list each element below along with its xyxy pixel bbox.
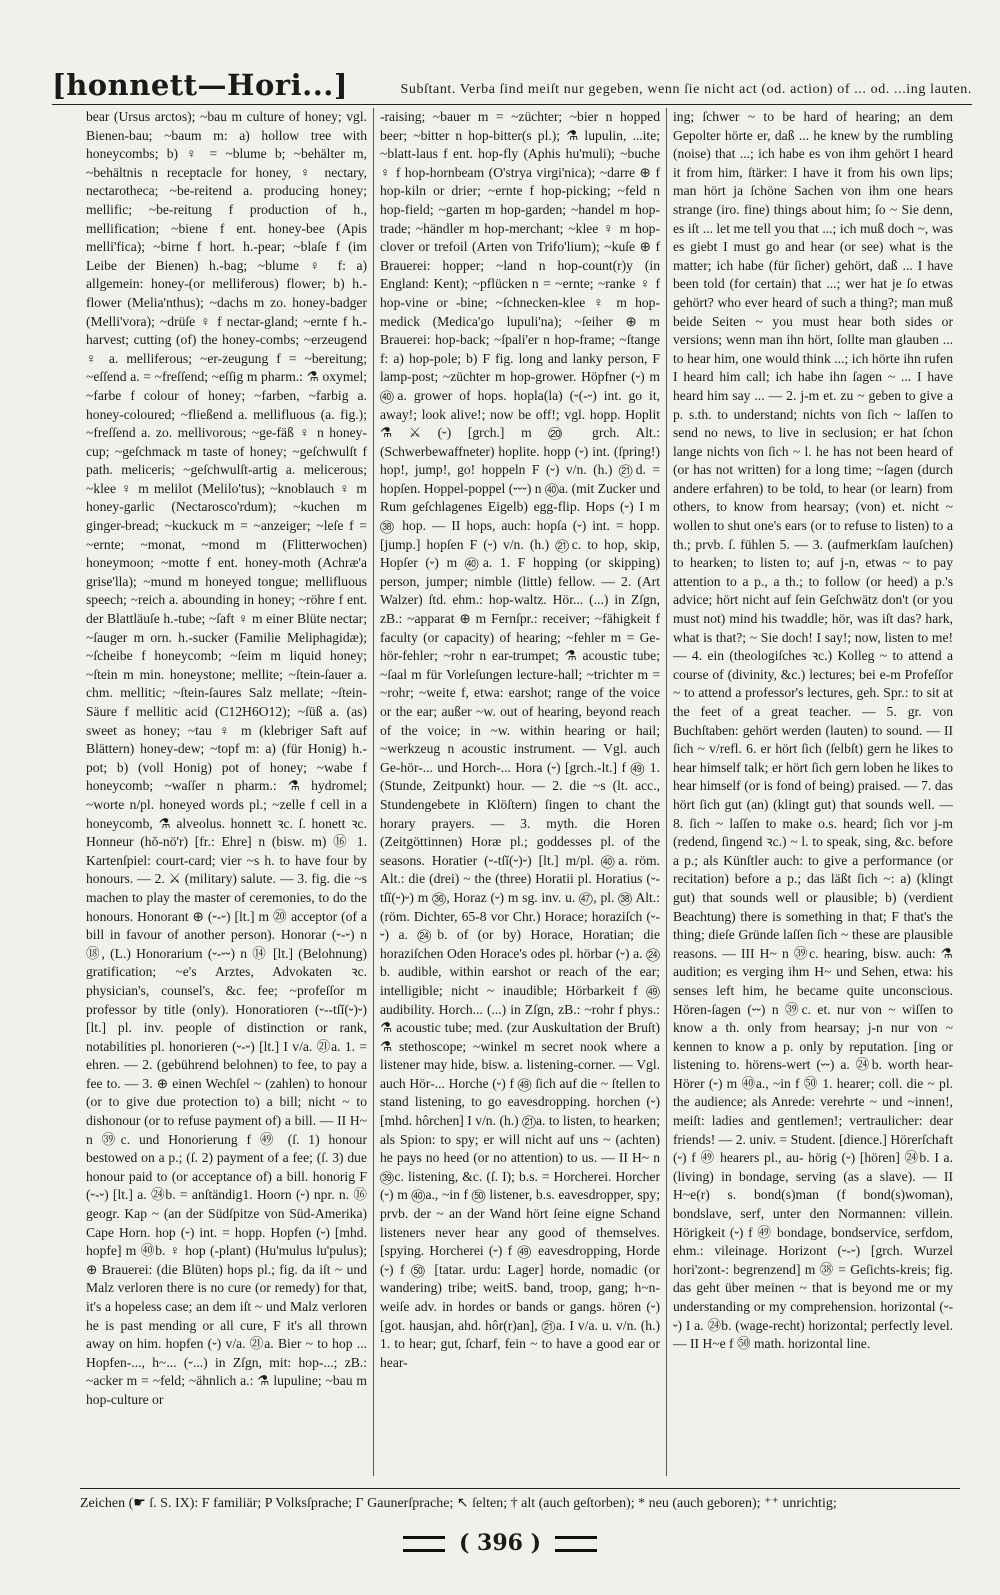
- column-left: [80, 108, 373, 1476]
- headword-range: [honnett—Hori...]: [52, 68, 349, 102]
- page-number-block: [0, 1530, 1000, 1556]
- ornament-bars-icon: [555, 1536, 597, 1552]
- header-note: Subſtant. Verba ſind meiſt nur gegeben, wenn ſie nicht act (od. action) of ... od. ...ing lauten.: [400, 82, 972, 97]
- column-text: ing; ſchwer ~ to be hard of hearing; an dem Gepolter hörte er, daß ... he knew by the rumbling (noise) that ...; ich habe es von ihm gehört I heard it from him, ſtärker: I have it from his own lips; man hört ja ſchöne Sachen von ihm one hears strange (iro. fine) things about him; ſo ~ Sie denn, es iſt ... let me tell you that ...; ich muß doch ~, was es giebt I must go and hear (or see) what is the matter; ich habe (für ſicher) gehört, daß ... I have been told (for certain) that ...; wer hat je ſo etwas gehört? who ever heard of such a thing?; man muß beide Seiten ~ you must hear both sides or versions; wenn man ihn hört, ſollte man glauben ... to hear him, one would think ...; ich hörte ihn rufen I heard him call; ich habe ihn ſagen ~ ... I have heard him say ... — 2. j-m et. zu ~ geben to give a p. s.th. to understand; nichts von ſich ~ laſſen to send no news, to live in seclusion; er hat ſchon lange nichts von ſich ~ l. he has not been heard of (or has not written) for a long time; ~ſagen (durch andere erfahren) to be told, to hear (or learn) from others, to know from hearsay; (von) et. nicht ~ wollen to shut one's ears (or to refuse to listen) to a th.; prvb. ſ. fühlen 5. — 3. (aufmerkſam lauſchen) to hearken; to listen to; auf j-n, etwas ~ to pay attention to a p., a th.; to follow (or heed) a p.'s advice; hört nicht auf ſein Geſchwätz don't (or you must not) mind his twaddle; hör, was iſt das? hark, what is that?; ~ Sie doch! I say!; now, listen to me! — 4. ein (theologiſches ꝛc.) Kolleg ~ to attend a course of (divinity, &c.) lectures; bei e-m Profeſſor ~ to attend a professor's lectures, geh. Spr.: to sit at the feet of a great teacher. — 5. gr. von Buchſtaben: gehört werden (lauten) to sound. — II ſich ~ v/refl. 6. er hört ſich (ſelbſt) gern he likes to hear himself talk; er hört ſich gern loben he likes to hear himself (or is fond of being) praised. — 7. das hört ſich gut (an) (klingt gut) that sounds well. — 8. ſich ~ laſſen to make o.s. heard; ſich vor j-m (redend, ſingend ꝛc.) ~ l. to speak, sing, &c. before a p.; als Künſtler auch: to give a performance (or recitation) before a p.; das läßt ſich ~: a) (klingt gut) that sounds well or plausible; b) (verdient Beachtung) there is something in that; F that's the thing; dieſe Gründe laſſen ſich ~ these are plausible reasons. — III H~ n ㊴c. hearing, bisw. auch: ⚗ audition; es verging ihm H~ und Sehen, etwa: his senses left him, he became quite unconscious. Hören-ſagen (⏑⏑) n ㊴c. et. nur von ~ wiſſen to know a th. only from hearsay; j-n nur von ~ kennen to know a p. only by reputation. [ing or listening to. hörens-wert (⏑⏑) a. ㉔b. worth hear- Hörer (⏑) m ㊵a., ~in f ㊿ 1. hearer; coll. die ~ pl. the audience; als Anrede: verehrte ~ und ~innen!, meiſt: ladies and gentlemen!; vertraulicher: dear friends! — 2. univ. = Student. [dience.] Hörerſchaft (⏑) f ㊾ hearers pl., au- hörig (⏑) [hören] ㉔b. I a. (living) in bondage, serving (as a slave). — II H~e(r) s. bond(s)man (f bond(s)woman), bondslave, serf, unter den Normannen: villein. Hörigkeit (⏑) f ㊾ bondage, bondservice, serfdom, ehm.: vileinage. Horizont (⏑-⏑) [grch. Wurzel hori'zont-: begrenzend] m ㊳ = Geſichts-kreis; fig. das geht über meinen ~ that is beyond me or my understanding or my comprehension. horizontal (⏑-⏑) I a. ㉔b. (wage-recht) horizontal; perfectly level. — II H~e f ㊿ math. horizontal line.: [673, 109, 953, 1352]
- column-right: [666, 108, 959, 1476]
- column-text: -raising; ~bauer m = ~züchter; ~bier n hopped beer; ~bitter n hop-bitter(s pl.); ⚗ lupulin, ...ite; ~blatt-laus f ent. hop-fly (Aphis hu'muli); ~buche ♀ f hop-hornbeam (O'strya virgi'nica); ~darre ⊕ f hop-kiln or drier; ~ernte f hop-picking; ~feld n hop-field; ~garten m hop-garden; ~handel m hop-trade; ~händler m hop-merchant; ~klee ♀ m hop-clover or trefoil (Arten von Trifo'lium); ~kuſe ⊕ f Brauerei: hopper; ~land n hop-count(r)y (in England: Kent); ~pflücken n = ~ernte; ~ranke ♀ f hop-vine or -bine; ~ſchnecken-klee ♀ m hop-medick (Medica'go lupuli'na); ~ſeiher ⊕ m Brauerei: hop-back; ~ſpali'er n hop-frame; ~ſtange f: a) hop-pole; b) F fig. long and lanky person, F lamp-post; ~züchter m hop-grower. Höpfner (⏑) m ㊵a. grower of hops. hopla(la) (⏑(-⏑) int. go it, away!; look alive!; now be off!; vgl. hopp. Hoplit ⚗ ⚔ (⏑) [grch.] m ⑳ grch. Alt.: (Schwerbewaffneter) hoplite. hopp (⏑) int. (ſpring!) hop!, jump!, go! hoppeln F (⏑) v/n. (h.) ㉑d. = hopſen. Hoppel-poppel (⏑⏑⏑) n ㊵a. (mit Zucker und Rum geſchlagenes Eigelb) egg-flip. Hops (⏑) I m ㊳ hop. — II hops, auch: hopſa (⏑) int. = hopp. [jump.] hopſen F (⏑) v/n. (h.) ㉑c. to hop, skip, Hopſer (⏑) m ㊵a. 1. F hopping (or skipping) person, jumper; nimble (little) fellow. — 2. (Art Walzer) ſtd. ehm.: hop-waltz. Hör... (...) in Zſgn, zB.: ~apparat ⊕ m Fernſpr.: receiver; ~fähigkeit f faculty (or capacity) of hearing; ~fehler m = Ge-hör-fehler; ~rohr n ear-trumpet; ⚗ acoustic tube; ~ſaal m für Vorleſungen lecture-hall; ~trichter m = ~rohr; ~weite f, etwa: earshot; range of the voice or the ear; außer ~w. out of hearing, beyond reach of the voice; in ~w. within hearing or hail; ~werkzeug n acoustic instrument. — Vgl. auch Ge-hör-... und Horch-... Hora (⏑) [grch.-lt.] f ㊾ 1. (Stunde, Zeitpunkt) hour. — 2. die ~s (lt. acc., Stundengebete in Klöſtern) ſingen to chant the horary prayers. — 3. myth. die Horen (Zeitgöttinnen) Horæ pl.; goddesses pl. of the seasons. Horatier (⏑-tſĭ(⏑)⏑) [lt.] m/pl. ㊵a. röm. Alt.: die (drei) ~ the (three) Horatii pl. Horatius (⏑-tſĭ(⏑)⏑) m ㊱, Horaz (⏑) m sg. inv. u. ㊼, pl. ㊳ Alt.: (röm. Dichter, 65-8 vor Chr.) Horace; horaziſch (⏑-⏑) a. ㉔b. of (or by) Horace, Horatian; die horaziſchen Oden Horace's odes pl. hörbar (⏑) a. ㉔b. audible, within earshot or reach of the ear; intelligible; nicht ~ inaudible; Hörbarkeit f ㊾ audibility. Horch... (...) in Zſgn, zB.: ~rohr f phys.: ⚗ acoustic tube; med. (zur Auskultation der Bruſt) ⚗ stethoscope; ~winkel m secret nook where a listener may hide, bisw. a. listening-corner. — Vgl. auch Hör-... Horche (⏑) f ㊾ ſich auf die ~ ſtellen to stand listening, to go eavesdropping. horchen (⏑) [mhd. hôrchen] I v/n. (h.) ㉑a. to listen, to hearken; als Spion: to spy; er will nicht auf uns ~ (achten) he pays no heed (or no attention) to us. — II H~ n ㊴c. listening, &c. (ſ. I); b.s. = Horcherei. Horcher (⏑) m ㊵a., ~in f ㊿ listener, b.s. eavesdropper, spy; prvb. der ~ an der Wand hört ſeine eigne Schand listeners never hear any good of themselves. [spying. Horcherei (⏑) f ㊾ eavesdropping, Horde (⏑) f ㊿ [tatar. urdu: Lager] horde, nomadic (or wandering) tribe; weitS. band, troop, gang; h~n-weiſe adv. in hordes or bands or gangs. hören (⏑) [got. hausjan, ahd. hôr(r)an], ㉑a. I v/a. u. v/n. (h.) 1. to hear; gut, ſcharf, fein ~ to have a good ear or hear-: [380, 109, 660, 1370]
- column-text: bear (Ursus arctos); ~bau m culture of honey; vgl. Bienen-bau; ~baum m: a) hollow tree with honeycombs; b) ♀ = ~blume b; ~behälter m, ~behältnis n receptacle for honey, ♀ nectary, nectarotheca; ~be-reitend a. producing honey; mellific; ~be-reitung f production of h., mellification; ~biene f ent. honey-bee (Apis melli'fica); ~birne f hort. h.-pear; ~blaſe f (im Leibe der Bienen) h.-bag; ~blume ♀ f: a) allgemein: honey-(or melliferous) flower; b) h.-flower (Melia'nthus); ~dachs m zo. honey-badger (Melli'vora); ~drüſe ♀ f nectar-gland; ~ernte f h.-harvest; cutting (of) the honey-combs; ~erzeugend ♀ a. melliferous; ~er-zeugung f = ~bereitung; ~eſſend a. = ~freſſend; ~eſſig m pharm.: ⚗ oxymel; ~farbe f colour of honey; ~farben, ~farbig a. honey-coloured; ~fließend a. mellifluous (a. fig.); ~freſſend a. zo. mellivorous; ~ge-fäß ♀ n honey-cup; ~geſchmack m taste of honey; ~geſchwulſt f path. meliceris; ~geſchwulſt-artig a. melicerous; ~klee ♀ m melilot (Melilo'tus); ~knoblauch ♀ m honey-garlic (Nectarosco'rdum); ~kuchen m ginger-bread; ~kuckuck m = ~anzeiger; ~leſe f = ~ernte; ~monat, ~mond m (Flitterwochen) honeymoon; ~motte f ent. honey-moth (Achræ'a grise'lla); ~mund m honeyed tongue; mellifluous speech; ~reich a. abounding in honey; ~röhre f ent. der Blattläuſe h.-tube; ~ſaft ♀ m einer Blüte nectar; ~ſauger m orn. h.-sucker (Familie Meliphagidæ); ~ſcheibe f honeycomb; ~ſeim m liquid honey; ~ſtein m min. honeystone; mellite; ~ſtein-ſauer a. chm. mellitic; ~ſtein-ſaures Salz mellate; ~ſtein-Säure f mellitic acid (C12H6O12); ~ſüß a. (as) sweet as honey; ~tau ♀ m (klebriger Saft auf Blättern) honey-dew; ~topf m: a) (für Honig) h.-pot; b) (voll Honig) pot of honey; ~wabe f honeycomb; ~waſſer n pharm.: ⚗ hydromel; ~worte n/pl. honeyed words pl.; ~zelle f cell in a honeycomb, ⚗ alveolus. honnett ꝛc. ſ. honett ꝛc. Honneur (hŏ-nö'r) [fr.: Ehre] n (bisw. m) ⑯ 1. Kartenſpiel: court-card; vier ~s h. to have four by honours. — 2. ⚔ (military) salute. — 3. fig. die ~s machen to play the master of ceremonies, to do the honours. Honorant ⊕ (⏑-⏑) [lt.] m ⑳ acceptor (of a bill in favour of another person). Honorar (⏑-⏑) n ⑱, (L.) Honorarium (⏑-⏑⏑) n ⑭ [lt.] (Belohnung) gratification; ~e's Arztes, Advokaten ꝛc. physician's, counsel's, &c. fee; ~profeſſor m professor by title (only). Honoratioren (⏑--tſĭ(⏑)⏑) [lt.] pl. inv. people of distinction or rank, notabilities pl. honorieren (⏑-⏑) [lt.] I v/a. ㉑a. 1. = ehren. — 2. (gebührend belohnen) to fee, to pay a fee to. — 3. ⊕ einen Wechſel ~ (zahlen) to honour (or to give due protection to) a bill; nicht ~ to dishonour (or to refuse payment of) a bill. — II H~ n ㊴c. und Honorierung f ㊾ (ſ. 1) honour bestowed on a p.; (ſ. 2) payment of a fee; (ſ. 3) due honour paid to (or acceptance of) a bill. honorig F (⏑-⏑) [lt.] a. ㉔b. = anſtändig1. Hoorn (⏑) npr. n. ⑯ geogr. Kap ~ (an der Südſpitze von Süd-Amerika) Cape Horn. hop (⏑) int. = hopp. Hopfen (⏑) [mhd. hopfe] m ㊵b. ♀ hop (-plant) (Hu'mulus lu'pulus); ⊕ Brauerei: (die Blüten) hops pl.; fig. da iſt ~ und Malz verloren there is no cure (or remedy) for that, it's a hopeless case; an dem iſt ~ und Malz verloren he is past mending or all cure, F it's all thrown away on him. hopfen (⏑) v/a. ㉑a. Bier ~ to hop ... Hopfen-..., h~... (⏑...) in Zſgn, mit: hop-...; zB.: ~acker m = ~feld; ~ähnlich a.: ⚗ lupuline; ~bau m hop-culture or: [86, 109, 367, 1407]
- text-columns: [80, 108, 960, 1476]
- ornament-bars-icon: [403, 1536, 445, 1552]
- symbol-legend: Zeichen (☛ ſ. S. IX): F familiär; P Volksſprache; Γ Gaunerſprache; ↖ ſelten; † alt (auch geſtorben); * neu (auch geboren); ⁺⁺ unrichtig;: [80, 1488, 960, 1512]
- page-header: [52, 58, 972, 105]
- page-number: ( 396 ): [458, 1530, 542, 1556]
- column-middle: [373, 108, 666, 1476]
